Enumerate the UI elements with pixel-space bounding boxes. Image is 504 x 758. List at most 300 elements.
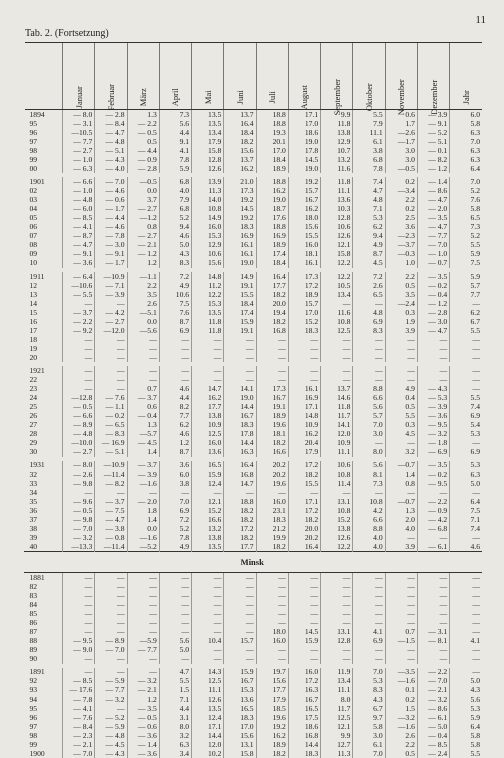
value-cell: — [224,591,256,600]
value-cell: 18.6 [288,128,320,137]
value-cell: — 5.0 [417,722,449,731]
year-cell: 16 [25,317,63,326]
value-cell: 0.8 [385,479,417,488]
year-cell: 96 [25,128,63,137]
year-cell: 97 [25,722,63,731]
value-cell: 18.1 [288,250,320,259]
value-cell: 16.8 [224,470,256,479]
value-cell: 12.1 [192,497,224,506]
table-row [25,195,483,204]
value-cell: 12.7 [321,740,353,749]
year-cell: 1911 [25,272,63,281]
value-cell: — 3.1 [63,119,95,128]
value-cell: 7.5 [159,299,191,308]
value-cell: — 7.7 [127,646,159,655]
year-cell: 20 [25,353,63,362]
value-cell: — 8.6 [417,704,449,713]
value-cell: 6.3 [450,128,482,137]
year-cell: 94 [25,695,63,704]
value-cell: — [385,600,417,609]
value-cell: — [385,646,417,655]
value-cell: — [450,655,482,664]
value-cell: —0.5 [127,177,159,186]
value-cell: 5.4 [450,421,482,430]
value-cell: — [417,366,449,375]
value-cell: 13.1 [321,627,353,636]
value-cell: — [127,344,159,353]
year-cell: 99 [25,155,63,164]
value-cell: — 0.6 [127,722,159,731]
value-cell: — [385,618,417,627]
value-cell: — [224,344,256,353]
value-cell: 18.8 [256,119,288,128]
value-cell: 3.9 [385,326,417,335]
value-cell: 17.1 [192,722,224,731]
value-cell: — 7.5 [95,506,127,515]
value-cell: 1.3 [385,506,417,515]
value-cell: 4.0 [353,542,385,552]
value-cell: 1.4 [127,515,159,524]
value-cell: — [192,609,224,618]
value-cell: 0.2 [385,695,417,704]
value-cell: — [256,335,288,344]
value-cell: — 16.9 [95,439,127,448]
value-cell: — [353,591,385,600]
year-cell: 03 [25,195,63,204]
value-cell: 12.6 [192,164,224,173]
value-cell: 12.8 [192,155,224,164]
month-header: November [385,43,417,110]
table-row [25,204,483,213]
value-cell: 1.8 [127,506,159,515]
value-cell: 4.3 [450,686,482,695]
value-cell: — 4.8 [63,430,95,439]
value-cell: — 6.5 [95,421,127,430]
value-cell: — [288,591,320,600]
year-cell: 33 [25,479,63,488]
value-cell: 14.4 [288,740,320,749]
value-cell: 18.2 [256,749,288,758]
table-row [25,344,483,353]
value-cell: — [385,533,417,542]
value-cell: 14.4 [192,731,224,740]
value-cell: — [256,366,288,375]
year-cell: 82 [25,582,63,591]
value-cell: 15.2 [321,515,353,524]
value-cell: 14.3 [192,668,224,677]
value-cell: — [224,627,256,636]
value-cell: 4.8 [353,308,385,317]
value-cell: 17.6 [256,214,288,223]
value-cell: 19.1 [224,281,256,290]
value-cell: — [353,582,385,591]
table-row [25,600,483,609]
value-cell: — [417,573,449,582]
value-cell: —1.6 [127,533,159,542]
value-cell: 17.0 [224,722,256,731]
value-cell: — [95,299,127,308]
value-cell: 18.9 [288,290,320,299]
value-cell: 2.2 [385,195,417,204]
year-cell: 1881 [25,573,63,582]
value-cell: —3.7 [385,241,417,250]
value-cell: — 9.2 [63,326,95,335]
table-row [25,259,483,268]
value-cell: 16.8 [256,326,288,335]
value-cell: 5.3 [353,677,385,686]
value-cell: 10.6 [159,290,191,299]
value-cell: 16.1 [288,384,320,393]
value-cell: 11.1 [192,686,224,695]
value-cell: — [256,646,288,655]
value-cell: 12.5 [321,326,353,335]
value-cell: 14.7 [224,479,256,488]
value-cell: 16.5 [192,461,224,470]
value-cell: 15.6 [224,146,256,155]
value-cell: —2.6 [385,128,417,137]
value-cell: 16.0 [256,497,288,506]
value-cell: — 2.3 [63,731,95,740]
value-cell: 7.0 [353,749,385,758]
year-header [25,43,63,110]
value-cell: 13.9 [192,177,224,186]
value-cell: 11.7 [321,704,353,713]
value-cell: 16.2 [256,731,288,740]
value-cell: 10.8 [192,204,224,213]
value-cell: — [353,600,385,609]
table-row [25,164,483,173]
value-cell: 13.5 [192,308,224,317]
value-cell: 7.7 [450,290,482,299]
value-cell: 5.6 [353,402,385,411]
value-cell: — 3.7 [127,393,159,402]
value-cell: — [127,488,159,497]
value-cell: 15.7 [288,186,320,195]
value-cell: — 4.3 [95,155,127,164]
value-cell: — 2.1 [417,686,449,695]
value-cell: — [95,591,127,600]
value-cell: 1.9 [385,317,417,326]
value-cell: 7.2 [353,272,385,281]
value-cell: 6.3 [450,155,482,164]
value-cell: 19.1 [256,402,288,411]
value-cell: — [224,600,256,609]
value-cell: 16.7 [288,695,320,704]
value-cell: 17.4 [256,250,288,259]
value-cell: 17.9 [288,448,320,457]
value-cell: 2.0 [385,515,417,524]
value-cell: — [353,609,385,618]
value-cell: 17.2 [288,281,320,290]
value-cell: 13.6 [224,695,256,704]
value-cell: 6.9 [450,448,482,457]
value-cell: 7.6 [450,195,482,204]
value-cell: 6.0 [450,110,482,120]
value-cell: 17.1 [288,110,320,120]
value-cell: 13.7 [224,110,256,120]
value-cell: — 3.5 [127,704,159,713]
value-cell: — 9.0 [63,646,95,655]
value-cell: 8.0 [159,722,191,731]
value-cell: — [224,375,256,384]
value-cell: 8.7 [159,448,191,457]
value-cell: 10.6 [321,223,353,232]
year-cell: 32 [25,470,63,479]
value-cell: — [192,366,224,375]
value-cell: — [224,582,256,591]
value-cell: — [63,600,95,609]
table-row [25,609,483,618]
value-cell: 15.3 [192,232,224,241]
value-cell: 10.7 [321,146,353,155]
value-cell: 7.9 [353,119,385,128]
value-cell: 6.4 [450,497,482,506]
value-cell: — 8.6 [417,186,449,195]
value-cell: — 4.7 [417,195,449,204]
value-cell: 2.6 [127,299,159,308]
value-cell: —13.3 [63,542,95,552]
value-cell: 16.5 [288,704,320,713]
table-row [25,402,483,411]
value-cell: 5.8 [353,722,385,731]
value-cell: — 2.2 [127,119,159,128]
value-cell: — [224,646,256,655]
value-cell: — 9.5 [417,421,449,430]
value-cell: — 8.3 [95,430,127,439]
value-cell: — 0.6 [95,195,127,204]
value-cell: — [321,299,353,308]
value-cell: 5.3 [353,214,385,223]
value-cell: 1.5 [385,704,417,713]
value-cell: 12.2 [321,272,353,281]
value-cell: — [256,600,288,609]
value-cell: — [417,335,449,344]
value-cell: 19.9 [256,533,288,542]
value-cell: 16.9 [288,393,320,402]
value-cell: 7.0 [353,668,385,677]
value-cell: 11.9 [321,668,353,677]
station-heading-row [25,552,483,573]
value-cell: — 3.7 [63,308,95,317]
value-cell: — [63,573,95,582]
value-cell: —1.7 [385,137,417,146]
year-cell: 88 [25,637,63,646]
value-cell: — [159,353,191,362]
value-cell: 14.9 [224,272,256,281]
value-cell: — 3.7 [127,461,159,470]
value-cell: 5.3 [450,461,482,470]
value-cell: —0.5 [385,164,417,173]
value-cell: 16.1 [224,241,256,250]
value-cell: — [127,353,159,362]
value-cell: — 1.0 [63,186,95,195]
value-cell: — [192,573,224,582]
value-cell: — [95,582,127,591]
value-cell: — [450,366,482,375]
value-cell: 19.6 [256,421,288,430]
value-cell: 15.8 [192,146,224,155]
value-cell: 7.8 [159,155,191,164]
value-cell: — 2.6 [63,470,95,479]
value-cell: 17.0 [288,308,320,317]
value-cell: — [385,439,417,448]
value-cell: 8.3 [159,259,191,268]
value-cell: — 8.5 [63,677,95,686]
table-row [25,137,483,146]
value-cell: 15.8 [321,250,353,259]
value-cell: — 0.5 [63,506,95,515]
value-cell: — [417,618,449,627]
month-header: April [159,43,191,110]
value-cell: 5.0 [159,241,191,250]
value-cell: 0.0 [127,317,159,326]
value-cell: — [288,646,320,655]
value-cell: 2.5 [385,214,417,223]
value-cell: 15.9 [192,470,224,479]
value-cell: 20.2 [256,470,288,479]
value-cell: 23.1 [256,506,288,515]
value-cell: 18.0 [256,627,288,636]
value-cell: 18.3 [224,223,256,232]
value-cell: 6.3 [450,470,482,479]
value-cell: 16.3 [288,686,320,695]
value-cell: 17.8 [224,430,256,439]
value-cell: — 8.4 [63,722,95,731]
value-cell: — 6.3 [63,164,95,173]
value-cell: 11.8 [321,177,353,186]
value-cell: — 2.7 [127,204,159,213]
year-cell: 17 [25,326,63,335]
value-cell: 8.0 [353,448,385,457]
value-cell: — [95,353,127,362]
value-cell: — 5.2 [95,713,127,722]
value-cell: — 4.5 [95,740,127,749]
value-cell: — 3.6 [127,749,159,758]
value-cell: — [417,582,449,591]
value-cell: — 9.1 [95,250,127,259]
value-cell: — [417,655,449,664]
value-cell: 6.3 [450,146,482,155]
year-cell: 07 [25,232,63,241]
value-cell: 13.8 [192,533,224,542]
table-row [25,241,483,250]
value-cell: — [63,375,95,384]
value-cell: — [95,375,127,384]
value-cell: 3.2 [385,448,417,457]
value-cell: — [450,488,482,497]
value-cell: — [256,618,288,627]
value-cell: — 2.1 [63,740,95,749]
table-row [25,317,483,326]
value-cell: 5.9 [450,250,482,259]
value-cell: 11.1 [321,686,353,695]
header-row [25,43,483,110]
year-cell: 87 [25,627,63,636]
value-cell: 12.9 [321,137,353,146]
value-cell: 14.8 [288,412,320,421]
value-cell: — [385,344,417,353]
value-cell: 17.2 [288,506,320,515]
value-cell: — [192,353,224,362]
table-row [25,704,483,713]
year-cell: 1901 [25,177,63,186]
value-cell: — 1.0 [417,250,449,259]
month-header: Mai [192,43,224,110]
value-cell: — 2.2 [417,497,449,506]
value-cell: 5.9 [159,164,191,173]
table-row [25,677,483,686]
value-cell: — 7.0 [63,524,95,533]
table-row [25,119,483,128]
value-cell: — [450,591,482,600]
value-cell: 19.2 [224,214,256,223]
year-cell: 25 [25,402,63,411]
value-cell: 18.2 [224,515,256,524]
value-cell: 5.5 [450,749,482,758]
year-cell: 28 [25,430,63,439]
value-cell: — 6.6 [63,177,95,186]
table-row [25,646,483,655]
value-cell: — 8.2 [95,479,127,488]
value-cell: — [192,488,224,497]
value-cell: — 2.8 [127,164,159,173]
value-cell: 4.8 [353,195,385,204]
value-cell: — 8.7 [63,232,95,241]
value-cell: — [353,299,385,308]
value-cell: 18.3 [224,421,256,430]
value-cell: 3.7 [127,195,159,204]
value-cell: 6.9 [450,412,482,421]
value-cell: 11.8 [321,119,353,128]
value-cell: — 4.8 [63,195,95,204]
value-cell: — [417,375,449,384]
value-cell: 12.5 [192,430,224,439]
value-cell: — [385,353,417,362]
value-cell: —3.4 [385,186,417,195]
value-cell: — 5.9 [95,677,127,686]
value-cell: 19.6 [256,713,288,722]
year-cell: 35 [25,497,63,506]
value-cell: — [288,344,320,353]
value-cell: — [63,353,95,362]
value-cell: — [127,573,159,582]
value-cell: 6.9 [159,506,191,515]
value-cell: — [288,335,320,344]
value-cell: 18.9 [256,412,288,421]
value-cell: — 6.4 [63,272,95,281]
value-cell: 10.5 [321,281,353,290]
value-cell: — 5.1 [417,137,449,146]
month-header: September [321,43,353,110]
value-cell: 14.1 [321,421,353,430]
year-cell: 13 [25,290,63,299]
value-cell: — [127,375,159,384]
table-row [25,497,483,506]
value-cell: — 3.6 [63,259,95,268]
value-cell: — 1.2 [417,299,449,308]
value-cell: 6.9 [159,326,191,335]
value-cell: — 8.9 [63,421,95,430]
value-cell: 13.4 [321,290,353,299]
value-cell: — [95,344,127,353]
value-cell: 1.5 [159,686,191,695]
value-cell: 19.0 [224,393,256,402]
value-cell: 9.4 [353,232,385,241]
value-cell: 18.3 [288,749,320,758]
value-cell: 6.1 [353,740,385,749]
value-cell: 2.6 [385,731,417,740]
value-cell: — 3.1 [417,627,449,636]
